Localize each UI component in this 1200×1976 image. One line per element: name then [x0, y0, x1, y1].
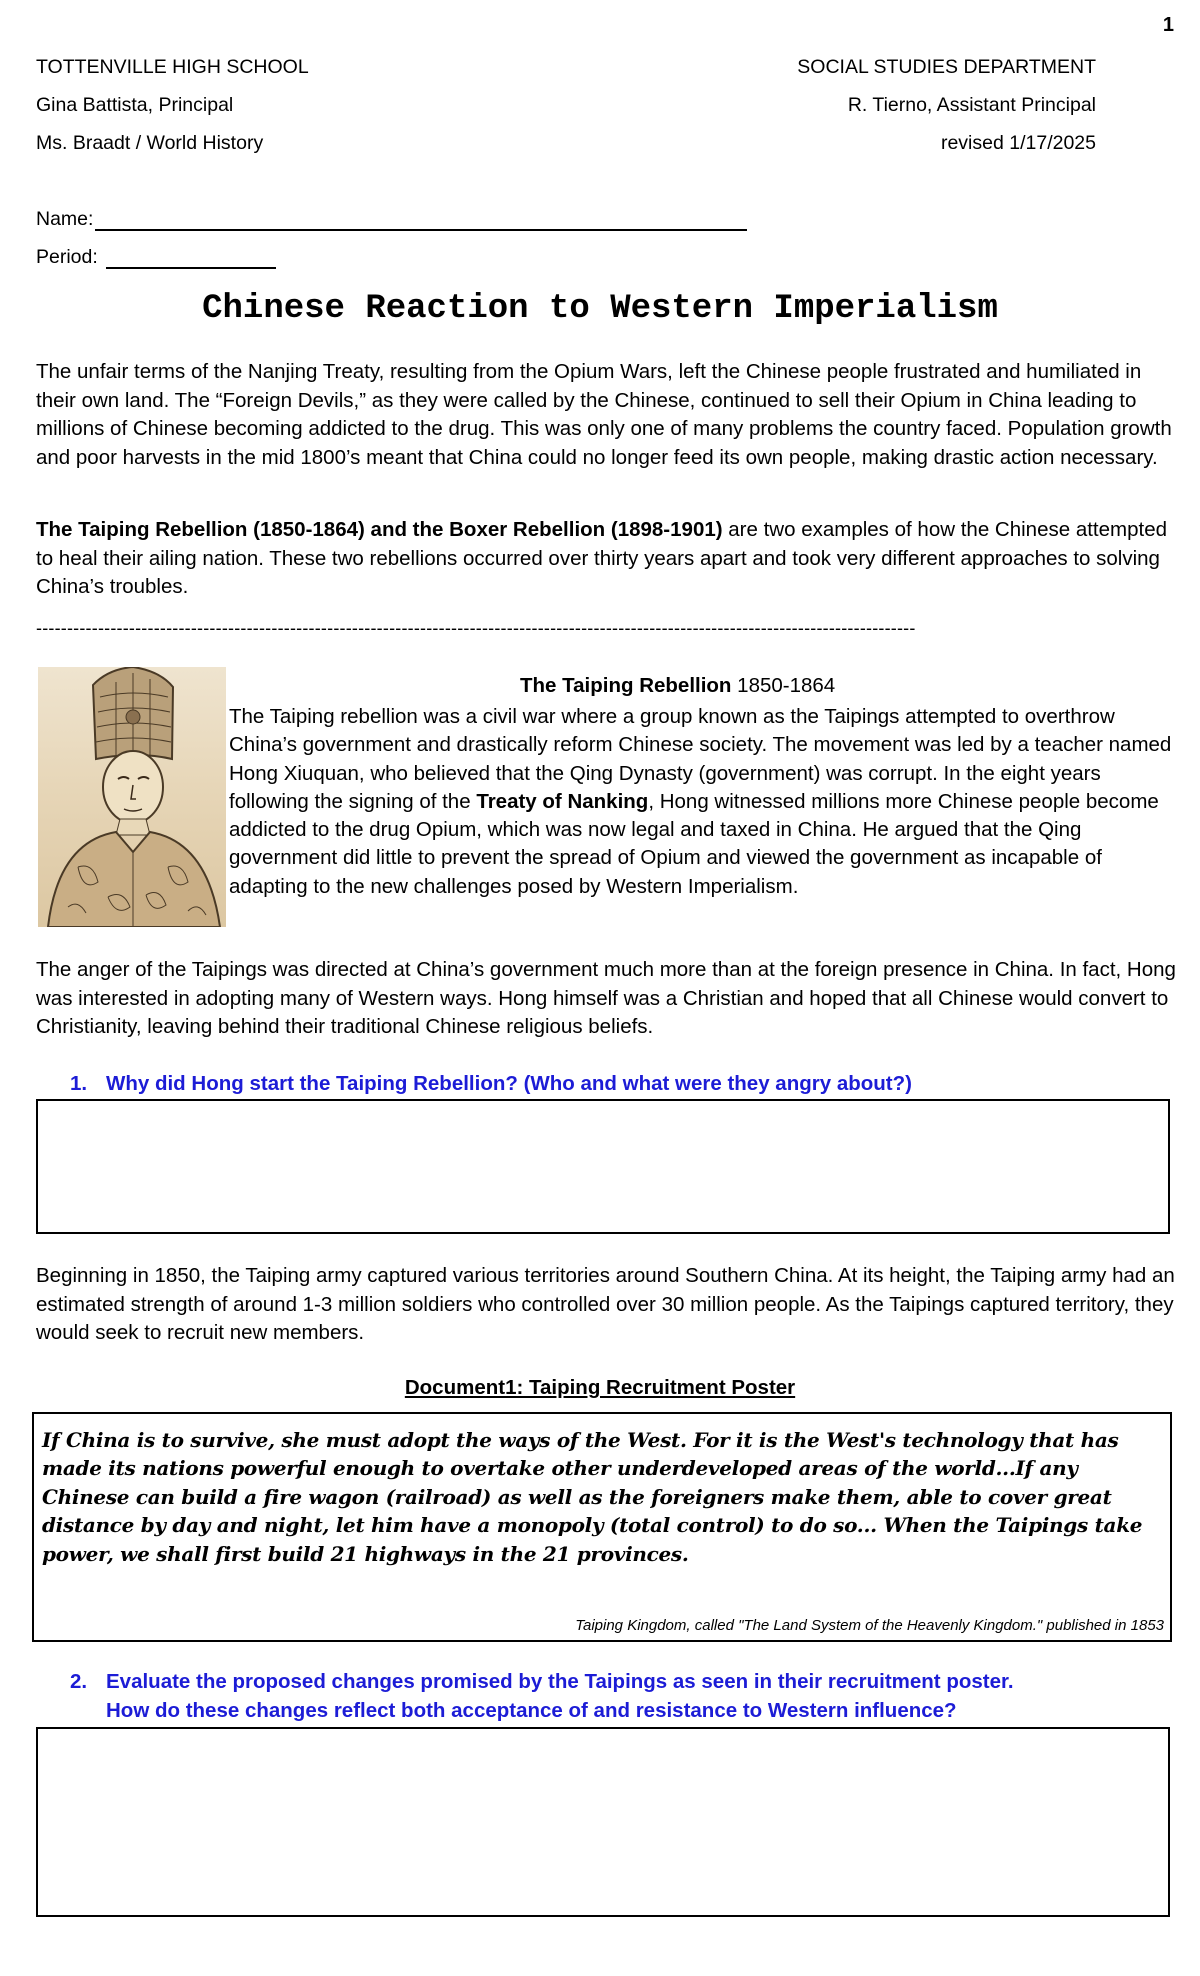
question-2-line-1: Evaluate the proposed changes promised by the Taipings as seen in their recruitment poster.: [106, 1670, 1014, 1693]
taiping-paragraph-3: Beginning in 1850, the Taiping army captured various territories around Southern China. At its height, the Taiping army had an estimated strength of around 1-3 million soldiers who controlled over 30 million people. As the Taipings captured territory, they would seek to recruit new members.: [36, 1264, 1175, 1344]
worksheet-title: Chinese Reaction to Western Imperialism: [202, 290, 998, 328]
question-1-number: 1.: [70, 1072, 88, 1095]
question-1-text: Why did Hong start the Taiping Rebellion? (Who and what were they angry about?): [106, 1072, 912, 1095]
page-number: 1: [1162, 14, 1174, 36]
period-field-row: [36, 246, 276, 269]
header-row-3: [36, 132, 1096, 155]
principal-name: Gina Battista, Principal: [36, 94, 234, 116]
answer-box-2[interactable]: [36, 1727, 1170, 1917]
section-divider: ----------------------------------------------------------------------------------------------------------------------------------------------: [36, 618, 916, 638]
name-blank[interactable]: [95, 211, 747, 231]
question-2: [70, 1668, 1014, 1725]
question-2-number: 2.: [70, 1670, 88, 1693]
name-field-row: [36, 208, 747, 231]
assistant-principal-name: R. Tierno, Assistant Principal: [847, 94, 1096, 116]
department-name: SOCIAL STUDIES DEPARTMENT: [797, 56, 1096, 78]
question-1: [70, 1070, 912, 1099]
rebellions-bold: The Taiping Rebellion (1850-1864) and the Boxer Rebellion (1898-1901): [36, 518, 723, 541]
question-2-line-2: How do these changes reflect both acceptance of and resistance to Western influence?: [106, 1698, 957, 1722]
taiping-p1-part2: , Hong witnessed millions more Chinese people become addicted to the drug Opium, which was now legal and taxed in China. He argued that the Qing government did little to prevent the spread of Opium and viewed the government as incapable of adapting to the new challenges posed by Western Imperialism.: [229, 789, 1159, 898]
name-label: Name:: [36, 208, 94, 230]
taiping-heading-bold: The Taiping Rebellion: [520, 674, 732, 697]
taiping-heading-dates: 1850-1864: [731, 674, 836, 697]
answer-box-1[interactable]: [36, 1099, 1170, 1234]
intro-paragraph-2: [36, 516, 1176, 602]
document-1-title: Document1: Taiping Recruitment Poster: [404, 1376, 796, 1399]
period-blank[interactable]: [106, 249, 276, 269]
revised-date: revised 1/17/2025: [940, 132, 1096, 154]
period-label: Period:: [36, 246, 98, 268]
taiping-paragraph-2: The anger of the Taipings was directed at China’s government much more than at the foreign presence in China. In fact, Hong was interested in adopting many of Western ways. Hong himself was a Christian and hoped that all Chinese would convert to Christianity, leaving behind their traditional Chinese religious beliefs.: [36, 958, 1176, 1038]
school-name: TOTTENVILLE HIGH SCHOOL: [36, 56, 309, 78]
taiping-p1-part1: The Taiping rebellion was a civil war where a group known as the Taipings attempted to overthrow China’s government and drastically reform Chinese society. The movement was led by a teacher named Hong Xiuquan, who believed that the Qing Dynasty (government) was corrupt. In the eight years following the signing of the: [229, 705, 1172, 813]
taiping-heading: [520, 674, 835, 698]
teacher-course: Ms. Braadt / World History: [36, 132, 264, 154]
intro-paragraph-1: The unfair terms of the Nanjing Treaty, resulting from the Opium Wars, left the Chinese people frustrated and humiliated in their own land. The “Foreign Devils,” as they were called by the Chinese, continued to sell their Opium in China leading to millions of Chinese becoming addicted to the drug. This was only one of many problems the country faced. Population growth and poor harvests in the mid 1800’s meant that China could no longer feed its own people, making drastic action necessary.: [36, 360, 1172, 469]
recruitment-poster-quote-box: [32, 1412, 1172, 1642]
intro-paragraph-2-rest: are two examples of how the Chinese attempted to heal their ailing nation. These two rebellions occurred over thirty years apart and took very different approaches to solving China’s troubles.: [36, 518, 1167, 598]
taiping-paragraph-1: [229, 703, 1179, 901]
header-row-1: [36, 56, 1096, 79]
header-row-2: [36, 94, 1096, 117]
recruitment-poster-quote: If China is to survive, she must adopt the ways of the West. For it is the West's technology that has made its nations powerful enough to overtake other underdeveloped areas of the world...If any Chinese can build a fire wagon (railroad) as well as the foreigners make them, able to cover great distance by day and night, let him have a monopoly (total control) to do so... When the Taipings take power, we shall first build 21 highways in the 21 provinces.: [42, 1428, 1143, 1566]
treaty-of-nanking-bold: Treaty of Nanking: [476, 789, 649, 813]
hong-xiuquan-portrait: [38, 667, 226, 927]
quote-source: Taiping Kingdom, called "The Land System of the Heavenly Kingdom." published in 1853: [575, 1617, 1164, 1634]
